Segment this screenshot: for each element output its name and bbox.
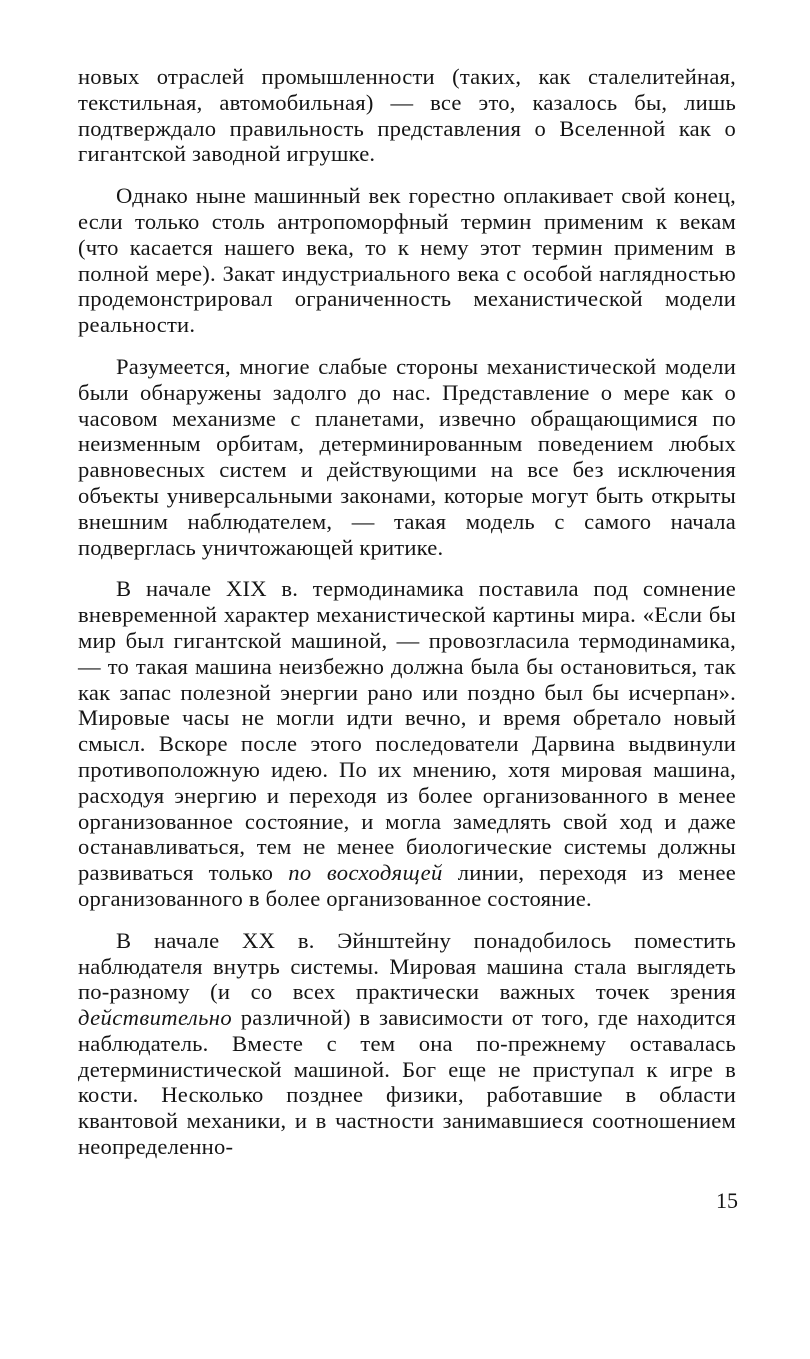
paragraph-mechanistic-model	[78, 354, 736, 560]
paragraph-2-text: Однако ныне машинный век горестно оплакивает свой конец, если только столь антропоморфный термин применим к векам (что касается нашего века, то к нему этот термин применим в полной мере). Закат индустриального века с особой наглядностью продемонстрировал ограниченность механистической модели реальности.	[78, 183, 736, 338]
paragraph-4-text-after: линии, переходя из менее организованного в более организованное состояние.	[78, 860, 736, 911]
page-body	[78, 64, 736, 1160]
paragraph-5-text: В начале XX в. Эйнштейну понадобилось поместить наблюдателя внутрь системы. Мировая машина стала выглядеть по-разному (и со всех практически важных точек зрения	[78, 927, 736, 1005]
paragraph-3-text: Разумеется, многие слабые стороны механистической модели были обнаружены задолго до нас. Представление о мере как о часовом механизме с планетами, извечно обращающимися по неизменным орбитам, детерминированным поведением любых равновесных систем и действующими на все без исключения объекты универсальными законами, которые могут быть открыты внешним наблюдателем, — такая модель с самого начала подверглась уничтожающей критике.	[78, 353, 736, 560]
paragraph-4-text: В начале XIX в. термодинамика поставила под сомнение вневременной характер механистической картины мира. «Если бы мир был гигантской машиной, — провозгласила термодинамика, — то такая машина неизбежно должна была бы остановиться, так как запас полезной энергии рано или поздно был бы исчерпан». Мировые часы не могли идти вечно, и время обретало новый смысл. Вскоре после этого последователи Дарвина выдвинули противоположную идею. По их мнению, хотя мировая машина, расходуя энергию и переходя из более организованного в менее организованное состояние, и могла замедлять свой ход и даже останавливаться, тем не менее биологические системы должны развиваться только	[78, 576, 736, 886]
paragraph-machine-age	[78, 183, 736, 338]
paragraph-thermodynamics	[78, 576, 736, 911]
paragraph-5-emphasis: действительно	[78, 1005, 233, 1031]
paragraph-continuation	[78, 64, 736, 167]
paragraph-1-text: новых отраслей промышленности (таких, как сталелитейная, текстильная, автомобильная) — все это, казалось бы, лишь подтверждало правильность представления о Вселенной как о гигантской заводной игрушке.	[78, 64, 736, 167]
paragraph-5-text-after: различной) в зависимости от того, где находится наблюдатель. Вместе с тем она по-прежнему оставалась детерминистической машиной. Бог еще не приступал к игре в кости. Несколько позднее физики, работавшие в области квантовой механики, и в частности занимавшиеся соотношением неопределенно-	[78, 1005, 736, 1160]
page-number: 15	[716, 1188, 738, 1213]
paragraph-einstein	[78, 928, 736, 1160]
paragraph-4-emphasis: по восходящей	[288, 860, 443, 886]
